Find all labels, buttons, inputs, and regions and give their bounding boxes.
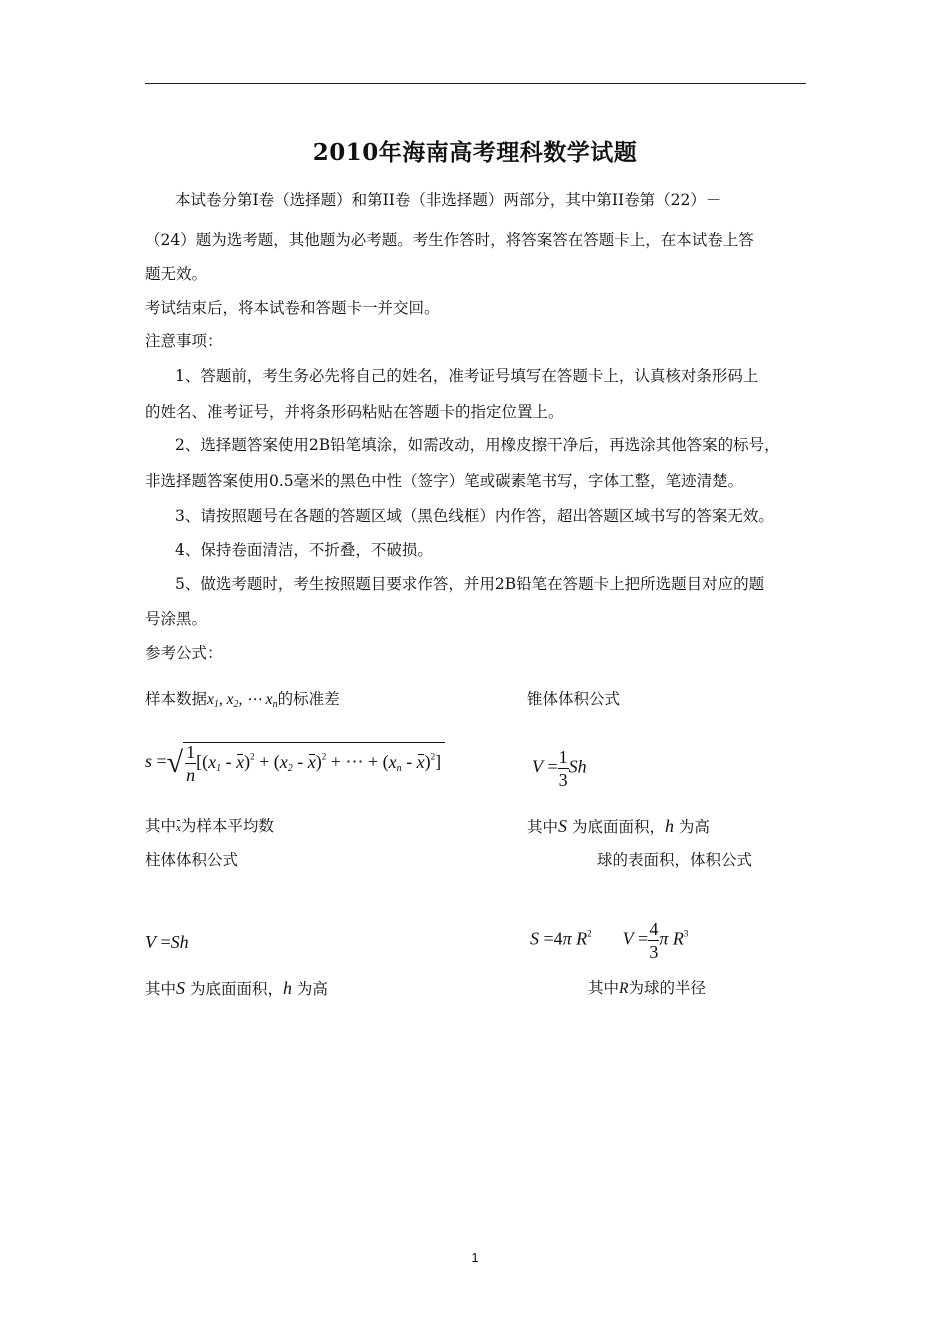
note-5-line-2: 号涂黑。 [145, 610, 208, 628]
prism-volume-formula: V =Sh [145, 932, 189, 952]
sphere-formulas: S =4π $R^2$ V = $\frac{4}{3}$ π $R^3$ [530, 919, 689, 962]
mean-note: 其中x为样本平均数 [145, 816, 274, 838]
notes-heading: 注意事项： [145, 332, 223, 350]
intro-line-4: 考试结束后，将本试卷和答题卡一并交回。 [145, 299, 440, 317]
prism-volume-label: 柱体体积公式 [145, 851, 239, 869]
page-title: 2010年海南高考理科数学试题 [312, 139, 638, 166]
std-dev-label: 样本数据$x_1$, $x_2$, ⋯ $x_n$的标准差 [145, 690, 340, 710]
note-2-line-2: 非选择题答案使用0.5毫米的黑色中性（签字）笔或碳素笔书写，字体工整，笔迹清楚。 [145, 472, 744, 490]
note-2-line-1: 2、选择题答案使用2B铅笔填涂，如需改动，用橡皮擦干净后，再选涂其他答案的标号， [175, 436, 780, 454]
intro-line-2: （24）题为选考题，其他题为必考题。考生作答时，将答案答在答题卡上，在本试卷上答 [145, 231, 754, 249]
sphere-note: 其中R为球的半径 [588, 979, 706, 997]
cone-note: 其中S 为底面面积，h 为高 [527, 816, 710, 836]
sphere-label: 球的表面积，体积公式 [597, 851, 753, 869]
note-1-line-2: 的姓名、准考证号，并将条形码粘贴在答题卡的指定位置上。 [145, 403, 564, 421]
cone-volume-formula: V = $\frac{1}{3}$ Sh [532, 747, 587, 790]
std-dev-formula: s =√ $\frac{1}{n}$ [$(x_1 - x)^2 + (x_2 - x)^2$ + ⋯ + $(x_n - x)^2$] [145, 742, 445, 784]
cone-volume-label: 锥体体积公式 [527, 690, 621, 708]
intro-line-3: 题无效。 [145, 265, 208, 283]
note-1-line-1: 1、答题前，考生务必先将自己的姓名，准考证号填写在答题卡上，认真核对条形码上 [175, 367, 759, 385]
header-rule [145, 83, 806, 84]
intro-line-1: 本试卷分第Ⅰ卷（选择题）和第ⅠⅠ卷（非选择题）两部分，其中第ⅠⅠ卷第（22）－ [175, 191, 722, 209]
note-4: 4、保持卷面清洁，不折叠，不破损。 [175, 541, 433, 559]
page-number: 1 [471, 1250, 479, 1265]
prism-note: 其中S 为底面面积，h 为高 [145, 978, 328, 998]
note-3: 3、请按照题号在各题的答题区域（黑色线框）内作答，超出答题区域书写的答案无效。 [175, 507, 774, 525]
note-5-line-1: 5、做选考题时，考生按照题目要求作答，并用2B铅笔在答题卡上把所选题目对应的题 [175, 575, 765, 593]
formulas-heading: 参考公式： [145, 644, 223, 662]
